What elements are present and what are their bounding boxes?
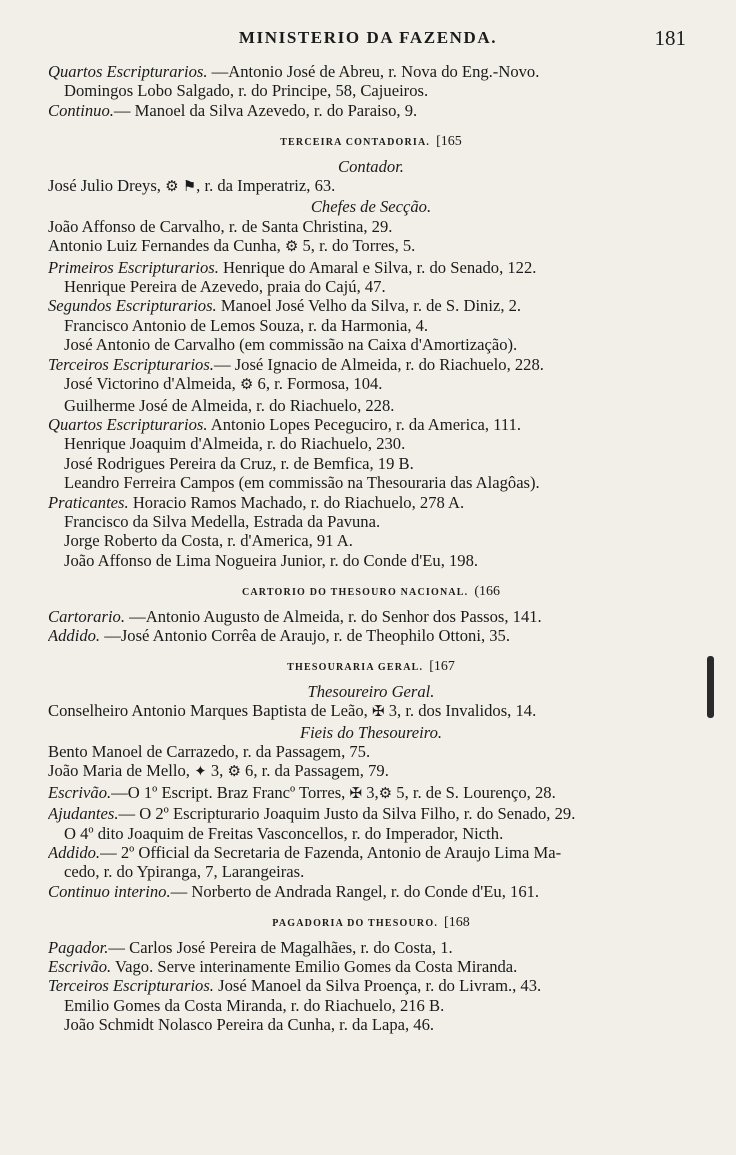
role-label: Praticantes. <box>48 492 129 512</box>
entry-line <box>48 335 694 354</box>
role-label: Cartorario. <box>48 606 125 626</box>
role-label: Quartos Escripturarios. <box>48 414 208 434</box>
section-title: PAGADORIA DO THESOURO. <box>272 918 439 930</box>
role-label: Addido. <box>48 625 101 645</box>
entry-text: Horacio Ramos Machado, r. do Riachuelo, 278 A. <box>132 492 465 512</box>
entry-text: José Antonio de Carvalho (em commissão na Caixa d'Amortização). <box>64 335 518 355</box>
entry-line <box>48 551 694 570</box>
rose-order-icon: ⚙ <box>378 785 393 802</box>
role-label: Continuo interino. <box>48 881 171 901</box>
section-number: [168 <box>444 915 470 931</box>
entry-text: Domingos Lobo Salgado, r. do Principe, 58, Cajueiros. <box>64 81 429 101</box>
section-heading <box>48 132 694 152</box>
subheading: Fieis do Thesoureiro. <box>299 722 443 742</box>
entry-text: Henrique Pereira de Azevedo, praia do Cajú, 47. <box>64 277 386 297</box>
document-body <box>48 62 694 1035</box>
entry-text: Leandro Ferreira Campos (em commissão na Thesouraria das Alagôas). <box>64 473 540 493</box>
entry-text: — Manoel da Silva Azevedo, r. do Paraiso, 9. <box>113 100 418 120</box>
entry-text: —Antonio Augusto de Almeida, r. do Senhor dos Passos, 141. <box>129 606 542 626</box>
entry-line <box>48 761 694 782</box>
entry-text: João Schmidt Nolasco Pereira da Cunha, r. da Lapa, 46. <box>64 1015 435 1035</box>
entry-text: Antonio Lopes Peceguciro, r. da America, 111. <box>210 414 522 434</box>
entry-line <box>48 882 694 901</box>
entry-text: —Antonio José de Abreu, r. Nova do Eng.-Novo. <box>211 62 540 81</box>
entry-text: —O 1º Escript. Braz Francº Torres, <box>111 782 346 802</box>
entry-line <box>48 236 694 257</box>
entry-line <box>48 374 694 395</box>
entry-text: Conselheiro Antonio Marques Baptista de Leão, <box>48 701 368 721</box>
entry-line <box>48 824 694 843</box>
role-label: Ajudantes. <box>48 804 119 824</box>
entry-text: 5, r. do Torres, 5. <box>302 236 416 256</box>
entry-text: 5, r. de S. Lourenço, 28. <box>396 782 556 802</box>
entry-line <box>48 862 694 881</box>
running-header <box>0 28 736 54</box>
entry-line <box>48 415 694 434</box>
role-label: Continuo. <box>48 100 114 120</box>
entry-text: — Carlos José Pereira de Magalhães, r. do Costa, 1. <box>108 937 453 957</box>
entry-text: Jorge Roberto da Costa, r. d'America, 91 A. <box>64 531 353 551</box>
entry-line <box>48 355 694 374</box>
subheading: Thesoureiro Geral. <box>307 681 435 701</box>
entry-text: Vago. Serve interinamente Emilio Gomes da Costa Miranda. <box>115 957 518 977</box>
entry-line <box>48 396 694 415</box>
section-number: (166 <box>474 584 501 600</box>
entry-line <box>48 996 694 1015</box>
entry-line <box>48 742 694 761</box>
role-label: Quartos Escripturarios. <box>48 62 208 81</box>
entry-line <box>48 512 694 531</box>
entry-text: 6, r. da Passagem, 79. <box>245 761 389 781</box>
entry-line <box>48 976 694 995</box>
entry-line <box>48 804 694 823</box>
entry-text: José Victorino d'Almeida, <box>64 374 236 394</box>
section-title: CARTORIO DO THESOURO NACIONAL. <box>241 587 469 599</box>
entry-line: José Julio Dreys, ⚙ ⚑, r. da Imperatriz, 63. <box>48 176 336 196</box>
entry-text: Henrique Joaquim d'Almeida, r. do Riachuelo, 230. <box>64 434 406 454</box>
header-title: MINISTERIO DA FAZENDA. <box>238 28 498 47</box>
role-label: Addido. <box>48 843 101 863</box>
role-label: Terceiros Escripturarios. <box>48 976 214 996</box>
entry-line <box>48 434 694 453</box>
entry-text: — José Ignacio de Almeida, r. do Riachuelo, 228. <box>213 354 544 374</box>
entry-text: 3, <box>366 782 379 802</box>
page-number: 181 <box>654 26 686 50</box>
entry-text: Guilherme José de Almeida, r. do Riachuelo, 228. <box>64 395 395 415</box>
entry-line <box>48 81 694 100</box>
entry-text: —José Antonio Corrêa de Araujo, r. de Theophilo Ottoni, 35. <box>104 625 510 645</box>
entry-line <box>48 843 694 862</box>
entry-line <box>48 217 694 236</box>
section-heading <box>48 913 694 933</box>
section-title: THESOURARIA GERAL. <box>287 662 424 674</box>
section-title: TERCEIRA CONTADORIA. <box>280 137 431 149</box>
rose-order-icon: ⚙ <box>227 764 241 781</box>
role-label: Segundos Escripturarios. <box>48 296 217 316</box>
entry-text: Francisco Antonio de Lemos Souza, r. da Harmonia, 4. <box>64 315 429 335</box>
entry-line <box>48 316 694 335</box>
entry-text: Antonio Luiz Fernandes da Cunha, <box>48 236 281 256</box>
section-number: [167 <box>429 659 455 675</box>
role-label: Terceiros Escripturarios. <box>48 354 214 374</box>
entry-text: 3, <box>210 761 224 781</box>
entry-line <box>48 957 694 976</box>
entry-line <box>48 607 694 626</box>
entry-text: 3, r. dos Invalidos, 14. <box>388 701 537 721</box>
rose-order-icon: ⚙ <box>239 377 254 394</box>
entry-line <box>48 938 694 957</box>
entry-text: João Maria de Mello, <box>48 761 190 781</box>
entry-text: Henrique do Amaral e Silva, r. do Senado, 122. <box>223 257 537 277</box>
subheading: Contador. <box>338 156 404 176</box>
section-heading <box>48 582 694 602</box>
star-order-icon: ✦ <box>194 764 207 781</box>
entry-text: Francisco da Silva Medella, Estrada da Pavuna. <box>64 511 381 531</box>
entry-line <box>48 626 694 645</box>
entry-text: — 2º Official da Secretaria de Fazenda, Antonio de Araujo Lima Ma- <box>100 843 562 863</box>
rose-order-icon: ⚙ <box>165 179 179 196</box>
entry-line <box>48 701 694 722</box>
entry-line <box>48 62 694 81</box>
entry-line <box>48 473 694 492</box>
entry-line <box>48 1015 694 1034</box>
entry-line <box>48 454 694 473</box>
role-label: Escrivão. <box>48 957 112 977</box>
entry-text: Bento Manoel de Carrazedo, r. da Passagem, 75. <box>48 742 371 761</box>
entry-text: O 4º dito Joaquim de Freitas Vasconcellos, r. do Imperador, Nicth. <box>64 823 504 843</box>
entry-text: — Norberto de Andrada Rangel, r. do Conde d'Eu, 161. <box>170 881 540 901</box>
entry-text: r. da Imperatriz, 63. <box>204 176 336 196</box>
entry-line <box>48 296 694 315</box>
entry-line <box>48 258 694 277</box>
cross-order-icon: ✠ <box>349 785 363 802</box>
entry-text: Manoel José Velho da Silva, r. de S. Diniz, 2. <box>220 296 522 316</box>
entry-line <box>48 493 694 512</box>
role-label: Escrivão. <box>48 782 112 802</box>
margin-ink-mark <box>707 656 714 718</box>
section-number: [165 <box>436 134 462 150</box>
entry-text: José Julio Dreys, <box>48 176 161 196</box>
section-heading <box>48 657 694 677</box>
entry-line <box>48 101 694 120</box>
entry-text: João Affonso de Lima Nogueira Junior, r. do Conde d'Eu, 198. <box>64 550 479 570</box>
flag-icon: ⚑ <box>182 179 197 196</box>
subheading: Chefes de Secção. <box>310 197 432 217</box>
cross-order-icon: ✠ <box>371 704 385 721</box>
entry-text: Emilio Gomes da Costa Miranda, r. do Riachuelo, 216 B. <box>64 995 445 1015</box>
rose-order-icon: ⚙ <box>284 239 299 256</box>
entry-text: João Affonso de Carvalho, r. de Santa Christina, 29. <box>48 216 393 236</box>
entry-text: José Manoel da Silva Proença, r. do Livram., 43. <box>218 976 542 996</box>
entry-line <box>48 531 694 550</box>
entry-text: cedo, r. do Ypiranga, 7, Larangeiras. <box>64 862 305 882</box>
entry-line <box>48 783 694 804</box>
entry-text: — O 2º Escripturario Joaquim Justo da Silva Filho, r. do Senado, 29. <box>118 804 576 824</box>
role-label: Pagador. <box>48 937 109 957</box>
role-label: Primeiros Escripturarios. <box>48 257 219 277</box>
entry-line <box>48 277 694 296</box>
entry-text: José Rodrigues Pereira da Cruz, r. de Bemfica, 19 B. <box>64 453 414 473</box>
entry-text: 6, r. Formosa, 104. <box>257 374 383 394</box>
